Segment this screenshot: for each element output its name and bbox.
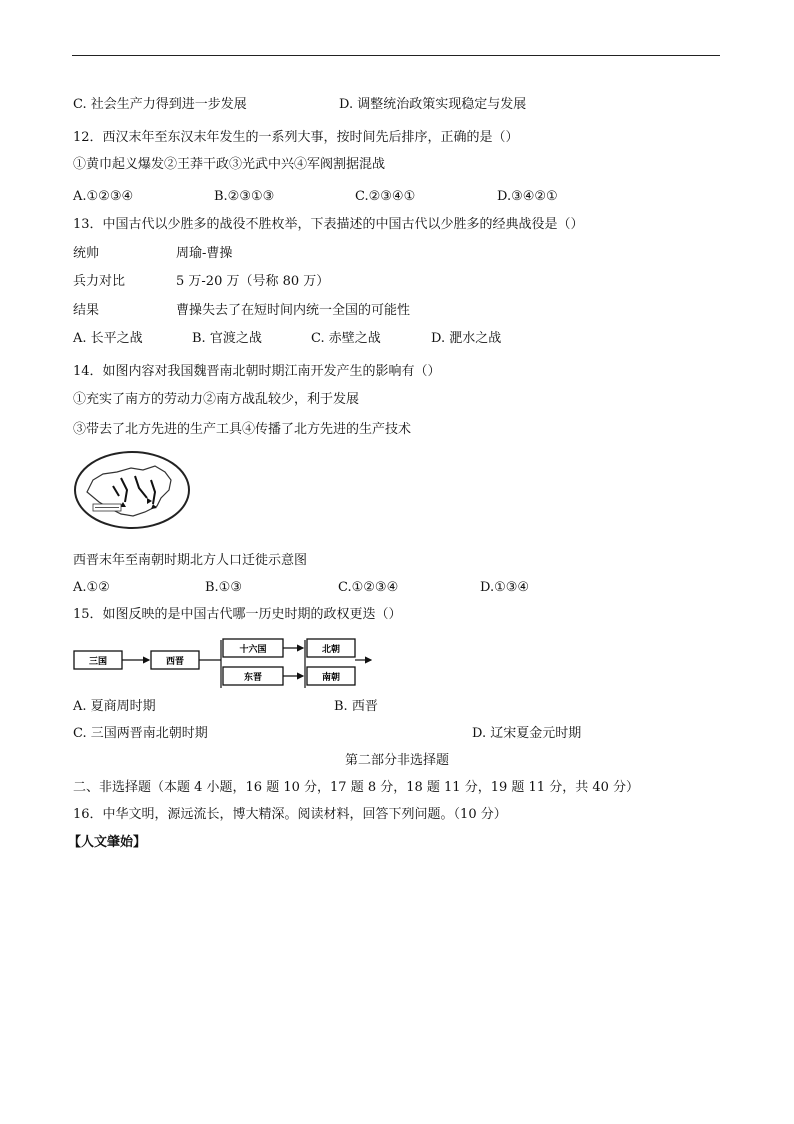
flow-box-dongjin (223, 667, 283, 685)
q12-option-c[interactable]: C.②③④① (355, 189, 416, 204)
q14-option-c[interactable]: C.①②③④ (338, 580, 399, 595)
q12-option-a[interactable]: A.①②③④ (73, 189, 134, 204)
q15-option-b[interactable]: B. 西晋 (334, 699, 378, 714)
flow-label-dongjin: 东晋 (243, 673, 263, 683)
q13-option-b[interactable]: B. 官渡之战 (192, 331, 262, 346)
q13-row-value: 曹操失去了在短时间内统一全国的可能性 (176, 303, 411, 318)
flow-label-xijin: 西晋 (165, 657, 185, 667)
flow-box-sanguo (74, 651, 122, 669)
flow-box-shiliuguo (223, 639, 283, 657)
section2-heading: 二、非选择题（本题 4 小题，16 题 10 分，17 题 8 分，18 题 11 分，19 题 11 分，共 40 分） (73, 780, 639, 795)
q13-row-label: 结果 (73, 303, 100, 318)
q13-option-a[interactable]: A. 长平之战 (73, 331, 143, 346)
q15-option-c[interactable]: C. 三国两晋南北朝时期 (73, 726, 208, 741)
migration-map-image (73, 450, 191, 530)
q15-stem: 15．如图反映的是中国古代哪一历史时期的政权更迭（） (73, 607, 402, 622)
q13-row-value: 周瑜-曹操 (176, 246, 233, 261)
q13-option-d[interactable]: D. 淝水之战 (431, 331, 502, 346)
q15-option-a[interactable]: A. 夏商周时期 (73, 699, 156, 714)
flow-label-sanguo: 三国 (88, 657, 108, 667)
q13-row-label: 统帅 (73, 246, 100, 261)
part2-title: 第二部分非选择题 (344, 753, 449, 768)
flow-label-nanchao: 南朝 (321, 673, 341, 683)
q12-option-d[interactable]: D.③④②① (497, 189, 558, 204)
q14-option-a[interactable]: A.①② (73, 580, 110, 595)
q14-option-d[interactable]: D.①③④ (480, 580, 530, 595)
q16-stem: 16．中华文明，源远流长，博大精深。阅读材料，回答下列问题。（10 分） (73, 807, 507, 822)
q13-stem: 13．中国古代以少胜多的战役不胜枚举，下表描述的中国古代以少胜多的经典战役是（） (73, 217, 584, 232)
q14-line1: ①充实了南方的劳动力②南方战乱较少，利于发展 (73, 392, 360, 407)
q15-option-d[interactable]: D. 辽宋夏金元时期 (472, 726, 582, 741)
q13-row-value: 5 万-20 万（号称 80 万） (176, 274, 330, 289)
flow-label-beichao: 北朝 (321, 645, 341, 655)
q12-option-b[interactable]: B.②③①③ (214, 189, 275, 204)
q11-option-c[interactable]: C. 社会生产力得到进一步发展 (73, 97, 247, 112)
dynasty-flow-diagram (73, 638, 373, 690)
q11-option-d[interactable]: D. 调整统治政策实现稳定与发展 (339, 97, 527, 112)
q12-stem: 12．西汉末年至东汉末年发生的一系列大事，按时间先后排序，正确的是（） (73, 130, 519, 145)
q13-option-c[interactable]: C. 赤壁之战 (311, 331, 381, 346)
q14-stem: 14．如图内容对我国魏晋南北朝时期江南开发产生的影响有（） (73, 364, 441, 379)
map-caption: 西晋末年至南朝时期北方人口迁徙示意图 (73, 553, 308, 568)
flow-box-nanchao (307, 667, 355, 685)
q12-events: ①黄巾起义爆发②王莽干政③光武中兴④军阀割据混战 (73, 157, 386, 172)
flow-box-beichao (307, 639, 355, 657)
q14-option-b[interactable]: B.①③ (205, 580, 242, 595)
flow-label-shiliuguo: 十六国 (239, 645, 267, 655)
q13-row-label: 兵力对比 (73, 274, 126, 289)
flow-box-xijin (151, 651, 199, 669)
header-rule (72, 55, 720, 56)
q14-line2: ③带去了北方先进的生产工具④传播了北方先进的生产技术 (73, 422, 412, 437)
q16-section-label: 【人文肇始】 (68, 835, 147, 850)
